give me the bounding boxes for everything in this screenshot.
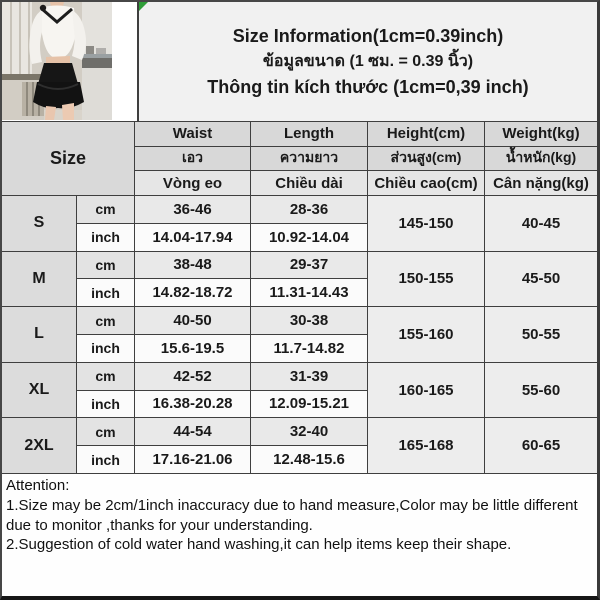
header-length-en: Length (251, 122, 368, 147)
size-row-xl (2, 363, 597, 419)
title-block (139, 2, 597, 121)
size-table-header (2, 122, 597, 196)
waist-inch-value: 15.6-19.5 (135, 335, 251, 363)
unit-inch-label: inch (77, 335, 135, 363)
length-inch-value: 11.7-14.82 (251, 335, 368, 363)
waist-cm-value: 40-50 (135, 307, 251, 335)
product-photo (2, 2, 137, 120)
unit-cm-label: cm (77, 252, 135, 280)
waist-inch-value: 17.16-21.06 (135, 446, 251, 474)
unit-cm-label: cm (77, 307, 135, 335)
header-weight-en: Weight(kg) (485, 122, 597, 147)
waist-inch-value: 14.04-17.94 (135, 224, 251, 252)
unit-inch-label: inch (77, 224, 135, 252)
header-length-vi: Chiều dài (251, 171, 368, 196)
attention-note-2: 2.Suggestion of cold water hand washing,it can help items keep their shape. (6, 536, 512, 554)
length-inch-value: 10.92-14.04 (251, 224, 368, 252)
weight-value: 55-60 (485, 363, 597, 419)
size-label: 2XL (2, 418, 77, 474)
size-label: L (2, 307, 77, 363)
length-cm-value: 29-37 (251, 252, 368, 280)
attention-heading: Attention: (6, 477, 70, 494)
shoulder-bow (40, 5, 46, 11)
length-cm-value: 30-38 (251, 307, 368, 335)
waist-cm-value: 44-54 (135, 418, 251, 446)
unit-cm-label: cm (77, 363, 135, 391)
height-value: 155-160 (368, 307, 485, 363)
size-row-s (2, 196, 597, 252)
product-photo-cell (2, 2, 139, 121)
unit-inch-label: inch (77, 391, 135, 419)
length-inch-value: 12.48-15.6 (251, 446, 368, 474)
height-value: 165-168 (368, 418, 485, 474)
bench-rail (2, 74, 44, 80)
height-value: 150-155 (368, 252, 485, 308)
size-row-l (2, 307, 597, 363)
weight-value: 40-45 (485, 196, 597, 252)
waist-cm-value: 38-48 (135, 252, 251, 280)
header-size: Size (2, 122, 135, 196)
attention-note-1: 1.Size may be 2cm/1inch inaccuracy due to hand measure,Color may be little different due to monitor ,thanks for your understanding. (6, 496, 578, 534)
size-row-m (2, 252, 597, 308)
unit-inch-label: inch (77, 279, 135, 307)
length-cm-value: 32-40 (251, 418, 368, 446)
green-corner-marker (139, 2, 148, 11)
weight-value: 60-65 (485, 418, 597, 474)
unit-cm-label: cm (77, 196, 135, 224)
size-label: XL (2, 363, 77, 419)
height-value: 145-150 (368, 196, 485, 252)
header-height-vi: Chiều cao(cm) (368, 171, 485, 196)
door-panel (2, 2, 32, 76)
header-waist-en: Waist (135, 122, 251, 147)
length-inch-value: 12.09-15.21 (251, 391, 368, 419)
header-length-th: ความยาว (251, 147, 368, 172)
header-weight-th: น้ำหนัก(kg) (485, 147, 597, 172)
size-label: S (2, 196, 77, 252)
waist-cm-value: 42-52 (135, 363, 251, 391)
header-weight-vi: Cân nặng(kg) (485, 171, 597, 196)
length-cm-value: 28-36 (251, 196, 368, 224)
waist-cm-value: 36-46 (135, 196, 251, 224)
top-band (2, 2, 597, 122)
size-row-2xl (2, 418, 597, 474)
waist-inch-value: 14.82-18.72 (135, 279, 251, 307)
weight-value: 50-55 (485, 307, 597, 363)
attention-block (2, 474, 597, 596)
header-height-th: ส่วนสูง(cm) (368, 147, 485, 172)
title-thai: ข้อมูลขนาด (1 ซม. = 0.39 นิ้ว) (262, 52, 474, 70)
header-waist-th: เอว (135, 147, 251, 172)
header-waist-vi: Vòng eo (135, 171, 251, 196)
unit-cm-label: cm (77, 418, 135, 446)
size-label: M (2, 252, 77, 308)
title-vietnamese: Thông tin kích thước (1cm=0,39 inch) (207, 76, 529, 97)
height-value: 160-165 (368, 363, 485, 419)
header-height-en: Height(cm) (368, 122, 485, 147)
weight-value: 45-50 (485, 252, 597, 308)
size-table-body (2, 196, 597, 474)
unit-inch-label: inch (77, 446, 135, 474)
model-leg (62, 103, 74, 120)
length-inch-value: 11.31-14.43 (251, 279, 368, 307)
title-english: Size Information(1cm=0.39inch) (232, 26, 504, 46)
waist-inch-value: 16.38-20.28 (135, 391, 251, 419)
length-cm-value: 31-39 (251, 363, 368, 391)
